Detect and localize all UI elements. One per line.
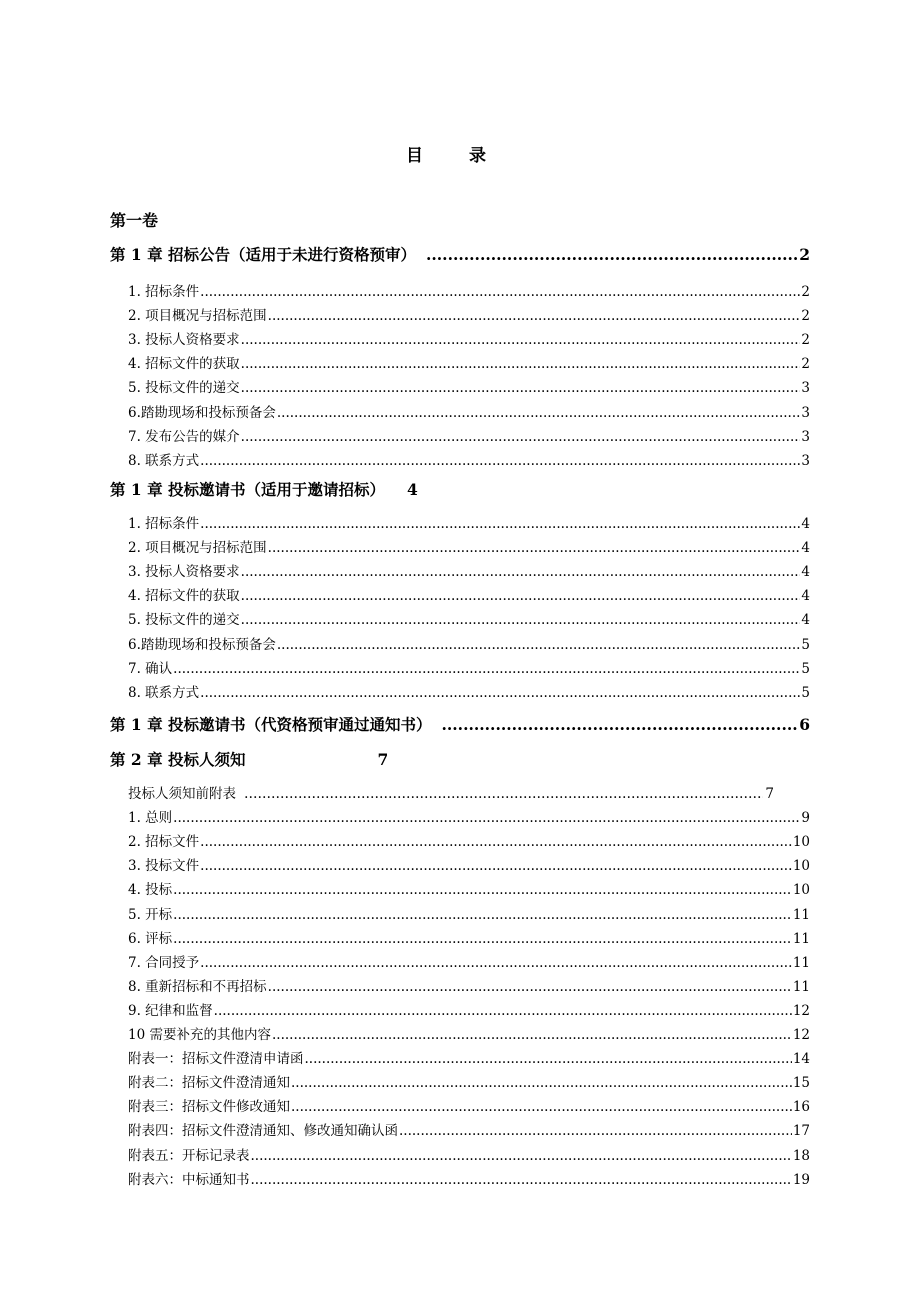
toc-page-number: 11 — [792, 978, 810, 995]
toc-item-entry[interactable] — [128, 354, 810, 374]
toc-item-label: 3. 投标文件 — [128, 858, 200, 875]
toc-item-entry[interactable] — [128, 330, 810, 350]
toc-item-entry[interactable] — [128, 378, 810, 398]
dot-leader — [173, 880, 792, 900]
toc-page-number: 11 — [792, 930, 810, 947]
toc-page-number: 18 — [792, 1147, 810, 1164]
toc-page-number: 15 — [792, 1075, 810, 1092]
toc-chapter-title: 第 1 章 投标邀请书（适用于邀请招标） — [110, 480, 385, 499]
toc-page-number: 16 — [792, 1099, 810, 1116]
toc-item-label: 6.踏勘现场和投标预备会 — [128, 404, 276, 421]
toc-page-number: 4 — [406, 480, 418, 499]
dot-leader — [173, 808, 800, 828]
dot-leader — [268, 977, 792, 997]
dot-leader — [200, 953, 792, 973]
dot-leader — [200, 856, 792, 876]
toc-chapter-entry[interactable] — [110, 244, 810, 266]
toc-item-label: 4. 招标文件的获取 — [128, 588, 240, 605]
dot-leader — [214, 1001, 792, 1021]
toc-page-number: 4 — [801, 612, 810, 629]
toc-page-number: 2 — [799, 245, 810, 264]
dot-leader — [244, 784, 763, 804]
toc-page-number: 3 — [801, 428, 810, 445]
toc-item-entry[interactable] — [128, 856, 810, 876]
toc-item-label: 9. 纪律和监督 — [128, 1002, 213, 1019]
toc-item-label: 8. 联系方式 — [128, 684, 200, 701]
toc-item-label: 1. 总则 — [128, 810, 173, 827]
dot-leader — [241, 378, 801, 398]
toc-item-entry[interactable] — [128, 282, 810, 302]
toc-item-label: 2. 项目概况与招标范围 — [128, 308, 267, 325]
toc-item-label: 附表五：开标记录表 — [128, 1147, 250, 1164]
dot-leader — [173, 905, 792, 925]
toc-page-number: 11 — [792, 954, 810, 971]
dot-leader — [241, 330, 801, 350]
toc-item-entry[interactable] — [128, 880, 810, 900]
dot-leader — [268, 306, 801, 326]
page-title: 目 录 — [406, 146, 506, 166]
toc-item-label: 附表一：招标文件澄清申请函 — [128, 1051, 304, 1068]
toc-item-label: 7. 确认 — [128, 660, 173, 677]
toc-page-number: 19 — [792, 1171, 810, 1188]
toc-page-number: 5 — [801, 636, 810, 653]
toc-item-label: 8. 重新招标和不再招标 — [128, 978, 267, 995]
toc-item-entry[interactable] — [128, 635, 810, 655]
toc-item-label: 3. 投标人资格要求 — [128, 564, 240, 581]
dot-leader — [200, 451, 800, 471]
toc-page-number: 10 — [792, 858, 810, 875]
toc-page-number: 4 — [801, 588, 810, 605]
toc-page-number: 10 — [792, 834, 810, 851]
toc-page-number: 12 — [792, 1027, 810, 1043]
dot-leader — [200, 514, 800, 534]
toc-chapter-title: 第 1 章 投标邀请书（代资格预审通过通知书） — [110, 715, 432, 734]
toc-item-entry[interactable] — [128, 562, 810, 582]
toc-item-label: 7. 发布公告的媒介 — [128, 428, 240, 445]
toc-item-entry[interactable] — [128, 586, 810, 606]
toc-page-number: 4 — [801, 564, 810, 581]
toc-item-label: 5. 投标文件的递交 — [128, 612, 240, 629]
toc-item-label: 2. 项目概况与招标范围 — [128, 540, 267, 557]
toc-page-number: 2 — [801, 308, 810, 325]
toc-item-label: 6.踏勘现场和投标预备会 — [128, 636, 276, 653]
dot-leader — [251, 1170, 792, 1190]
toc-page-number: 11 — [792, 906, 810, 923]
toc-page-number: 3 — [801, 380, 810, 397]
toc-chapter-entry[interactable] — [110, 714, 810, 736]
toc-page-number: 7 — [377, 750, 389, 769]
dot-leader — [272, 1025, 792, 1045]
dot-leader — [241, 354, 801, 374]
dot-leader — [241, 427, 801, 447]
toc-item-entry[interactable] — [128, 427, 810, 447]
toc-page-number: 6 — [799, 715, 810, 734]
toc-page-number: 4 — [801, 516, 810, 532]
toc-page-number: 2 — [801, 284, 810, 300]
toc-item-label: 5. 投标文件的递交 — [128, 380, 240, 397]
toc-item-label: 2. 招标文件 — [128, 834, 200, 851]
toc-item-entry[interactable] — [128, 538, 810, 558]
toc-item-entry[interactable] — [128, 784, 774, 804]
toc-item-label: 7. 合同授予 — [128, 954, 200, 971]
toc-item-label: 1. 招标条件 — [128, 516, 200, 532]
dot-leader — [241, 562, 801, 582]
dot-leader — [268, 538, 801, 558]
toc-item-entry[interactable] — [128, 977, 810, 997]
toc-item-entry[interactable] — [128, 514, 810, 534]
toc-item-entry[interactable] — [128, 1097, 810, 1117]
toc-item-entry[interactable] — [128, 306, 810, 326]
toc-page-number: 2 — [801, 356, 810, 373]
toc-item-entry[interactable] — [128, 403, 810, 423]
toc-chapter-entry[interactable] — [110, 479, 418, 501]
dot-leader — [241, 610, 801, 630]
toc-item-label: 10 需要补充的其他内容 — [128, 1027, 271, 1043]
toc-chapter-title: 第 1 章 招标公告（适用于未进行资格预审） — [110, 245, 416, 264]
toc-item-entry[interactable] — [128, 659, 810, 679]
dot-leader — [200, 683, 800, 703]
dot-leader — [277, 403, 801, 423]
toc-chapter-title: 第 2 章 投标人须知 — [110, 750, 246, 769]
toc-item-label: 附表四：招标文件澄清通知、修改通知确认函 — [128, 1123, 398, 1140]
toc-item-label: 投标人须知前附表 — [128, 786, 236, 802]
toc-item-entry[interactable] — [128, 953, 810, 973]
toc-item-label: 4. 招标文件的获取 — [128, 356, 240, 373]
toc-item-entry[interactable] — [128, 451, 810, 471]
dot-leader — [441, 714, 797, 736]
toc-item-entry[interactable] — [128, 1049, 810, 1069]
toc-item-entry[interactable] — [128, 683, 810, 703]
toc-item-entry[interactable] — [128, 1121, 810, 1141]
toc-item-entry[interactable] — [128, 832, 810, 852]
toc-item-label: 4. 投标 — [128, 882, 173, 899]
dot-leader — [305, 1049, 792, 1069]
toc-item-label: 5. 开标 — [128, 906, 173, 923]
dot-leader — [426, 244, 797, 266]
toc-page-number: 2 — [801, 332, 810, 349]
toc-item-label: 3. 投标人资格要求 — [128, 332, 240, 349]
toc-item-label: 附表六：中标通知书 — [128, 1171, 250, 1188]
volume-heading: 第一卷 — [110, 211, 159, 230]
toc-page-number: 5 — [801, 684, 810, 701]
dot-leader — [399, 1121, 792, 1141]
dot-leader — [241, 586, 801, 606]
toc-page-number: 7 — [765, 786, 774, 802]
toc-page-number: 5 — [801, 660, 810, 677]
toc-page-number: 4 — [801, 540, 810, 557]
toc-item-entry[interactable] — [128, 808, 810, 828]
toc-item-label: 附表二：招标文件澄清通知 — [128, 1075, 290, 1092]
toc-item-entry[interactable] — [128, 1146, 810, 1166]
toc-page-number: 12 — [792, 1002, 810, 1019]
toc-item-label: 附表三：招标文件修改通知 — [128, 1099, 290, 1116]
toc-item-entry[interactable] — [128, 929, 810, 949]
toc-item-entry[interactable] — [128, 1073, 810, 1093]
dot-leader — [291, 1073, 792, 1093]
toc-item-entry[interactable] — [128, 610, 810, 630]
toc-chapter-entry[interactable] — [110, 749, 388, 771]
toc-page-number: 10 — [792, 882, 810, 899]
toc-item-label: 8. 联系方式 — [128, 452, 200, 469]
dot-leader — [173, 929, 792, 949]
toc-page-number: 17 — [792, 1123, 810, 1140]
toc-item-label: 1. 招标条件 — [128, 284, 200, 300]
toc-page-number: 3 — [801, 404, 810, 421]
toc-page-number: 9 — [801, 810, 810, 827]
dot-leader — [200, 282, 800, 302]
toc-page-number: 14 — [792, 1051, 810, 1068]
toc-page-number: 3 — [801, 452, 810, 469]
dot-leader — [251, 1146, 792, 1166]
toc-item-entry[interactable] — [128, 1001, 810, 1021]
dot-leader — [173, 659, 800, 679]
toc-item-label: 6. 评标 — [128, 930, 173, 947]
toc-item-entry[interactable] — [128, 905, 810, 925]
toc-item-entry[interactable] — [128, 1025, 810, 1045]
dot-leader — [200, 832, 792, 852]
dot-leader — [291, 1097, 792, 1117]
toc-item-entry[interactable] — [128, 1170, 810, 1190]
dot-leader — [277, 635, 801, 655]
